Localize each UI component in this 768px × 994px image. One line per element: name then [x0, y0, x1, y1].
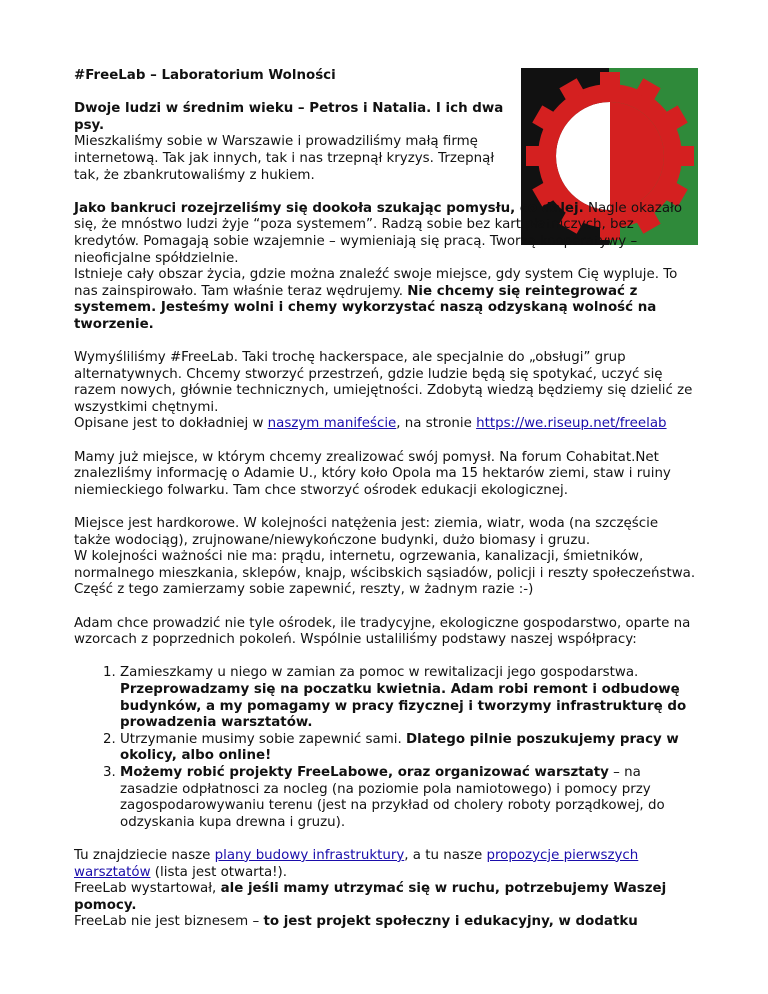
paragraph-freelab-idea: Wymyśliliśmy #FreeLab. Taki trochę hackerspace, ale specjalnie do „obsługi” grup alternatywnych. Chcemy stworzyć przestrzeń, gdzie ludzie będą się spotykać, uczyć się razem nowych, głównie technicznych, umiejętności. Zdobytą wiedzą będziemy się dzielić ze wszystkimi chętnymi. Opisane jest to dokładniej w naszym manifeście, na stronie https://we.riseup.net/freelab	[74, 350, 693, 432]
system-bold: Nie chcemy się reintegrować z systemem. Jesteśmy wolni i chemy wykorzystać naszą odzyskaną wolność na tworzenie.	[74, 283, 657, 332]
list-item: 1. Zamieszkamy u niego w zamian za pomoc w rewitalizacji jego gospodarstwa. Przeprowadzamy się na poczatku kwietnia. Adam robi remont i odbudowę budynków, a my pomagamy w pracy fizycznej i tworzymy infrastrukturę do prowadzenia warsztatów.	[120, 665, 698, 731]
paragraph-adam: Adam chce prowadzić nie tyle ośrodek, ile tradycyjne, ekologiczne gospodarstwo, oparte na wzorcach z poprzednich pokoleń. Wspólnie ustaliliśmy podstawy naszej współpracy:	[74, 615, 691, 648]
idea-text: Wymyśliliśmy #FreeLab. Taki trochę hackerspace, ale specjalnie do „obsługi” grup alternatywnych. Chcemy stworzyć przestrzeń, gdzie ludzie będą się spotykać, uczyć się razem nowych, głównie technicznych, umiejętności. Zdobytą wiedzą będziemy się dzielić ze wszystkimi chętnymi.	[74, 350, 693, 415]
intro-text: Mieszkaliśmy sobie w Warszawie i prowadziliśmy małą firmę internetową. Tak jak innych, tak i nas trzepnął kryzys. Trzepnął tak, że zbankrutowaliśmy z hukiem.	[74, 134, 495, 183]
infrastructure-plans-link[interactable]: plany budowy infrastruktury	[214, 847, 405, 863]
paragraph-place: Mamy już miejsce, w którym chcemy zrealizować swój pomysł. Na forum Cohabitat.Net znalezliśmy informację o Adamie U., który koło Opola ma 15 hektarów ziemi, staw i ruiny niemieckiego folwarku. Tam chce stworzyć ośrodek edukacji ekologicznej.	[74, 449, 671, 498]
workshops-proposals-link[interactable]: propozycje pierwszych warsztatów	[74, 847, 639, 880]
document-body	[74, 68, 698, 947]
riseup-url-link[interactable]: https://we.riseup.net/freelab	[476, 416, 667, 432]
manifesto-link[interactable]: naszym manifeście	[267, 416, 397, 432]
paragraph-plans: Tu znajdziecie nasze plany budowy infrastruktury, a tu nasze propozycje pierwszych warsztatów (lista jest otwarta!). FreeLab wystartował, ale jeśli mamy utrzymać się w ruchu, potrzebujemy Waszej pomocy. FreeLab nie jest biznesem – to jest projekt społeczny i edukacyjny, w dodatku	[74, 847, 667, 930]
list-item: 3. Możemy robić projekty FreeLabowe, oraz organizować warsztaty – na zasadzie odpłatnosci za nocleg (na poziomie pola namiotowego) i pomocy przy zagospodarowywaniu terenu (jest na przykład od cholery roboty porządkowej, do odzyskania kupa drewna i gruzu).	[120, 765, 698, 831]
document-title: #FreeLab – Laboratorium Wolności	[74, 68, 336, 83]
cooperation-list	[74, 665, 698, 831]
list-item: 2. Utrzymanie musimy sobie zapewnić sami. Dlatego pilnie poszukujemy pracy w okolicy, albo online!	[120, 732, 698, 765]
intro-bold: Dwoje ludzi w średnim wieku – Petros i Natalia. I ich dwa psy.	[74, 101, 504, 133]
bankruptcy-text: Nagle okazało się, że mnóstwo ludzi żyje “poza systemem”. Radzą sobie bez kart płatniczych, bez kredytów. Pomagają sobie wzajemnie – wymieniają się pracą. Tworzą kooperatywy – nieoficjalne spółdzielnie.	[74, 200, 683, 266]
paragraph-bankruptcy	[74, 201, 698, 334]
system-text: Istnieje cały obszar życia, gdzie można znaleźć swoje miejsce, gdy system Cię wypluje. To nas zainspirowało. Tam właśnie teraz wędrujemy.	[74, 267, 678, 299]
bankruptcy-bold: Jako bankruci rozejrzeliśmy się dookoła szukając pomysłu, co dalej.	[74, 200, 584, 216]
paragraph-intro	[74, 101, 514, 184]
paragraph-hardcore: Miejsce jest hardkorowe. W kolejności natężenia jest: ziemia, wiatr, woda (na szczęście także wodociąg), zrujnowane/niewykończone budynki, dużo biomasy i gruzu. W kolejności ważności nie ma: prądu, internetu, ogrzewania, kanalizacji, śmietników, normalnego mieszkania, sklepów, knajp, wścibskich sąsiadów, policji i reszty społeczeństwa. Część z tego zamierzamy sobie zapewnić, reszty, w żadnym razie :-)	[74, 516, 696, 598]
